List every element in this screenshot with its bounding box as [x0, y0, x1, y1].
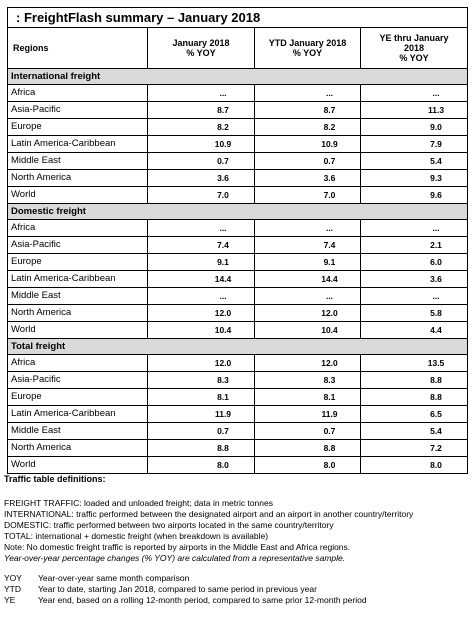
region-cell: World: [8, 187, 148, 204]
ytd-value-cell: [255, 170, 361, 187]
region-cell: Africa: [8, 355, 148, 372]
ytd-value-cell: [255, 457, 361, 474]
month-value-cell: [148, 406, 255, 423]
definition-line: TOTAL: international + domestic freight (when breakdown is available): [4, 531, 269, 541]
ye-value: 8.0: [430, 460, 442, 470]
month-value: 3.6: [217, 173, 229, 183]
table-row: [8, 136, 468, 153]
table-row: [8, 355, 468, 372]
ytd-value: 8.8: [323, 443, 336, 453]
month-value: 8.1: [217, 392, 229, 402]
table-row: [8, 170, 468, 187]
month-value-cell: [148, 254, 255, 271]
month-value: 14.4: [214, 274, 232, 284]
ytd-value-cell: [255, 237, 361, 254]
summary-table-container: [7, 7, 467, 474]
ye-value-cell: [361, 457, 468, 474]
ye-value: 9.3: [430, 173, 442, 183]
ye-value: 8.8: [430, 375, 442, 385]
ytd-value-cell: [255, 355, 361, 372]
month-value-cell: [148, 102, 255, 119]
table-title: : FreightFlash summary – January 2018: [8, 8, 468, 28]
month-value-cell: [148, 457, 255, 474]
table-row: [8, 237, 468, 254]
ye-value: 8.8: [430, 392, 442, 402]
table-row: [8, 119, 468, 136]
month-value: 12.0: [214, 308, 232, 318]
ye-value-cell: [361, 237, 468, 254]
ye-value-cell: [361, 254, 468, 271]
table-row: [8, 288, 468, 305]
region-cell: Europe: [8, 254, 148, 271]
abbreviation-item: [4, 595, 470, 606]
ytd-value: 3.6: [323, 173, 336, 183]
month-value-cell: [148, 119, 255, 136]
ye-value: 6.0: [430, 257, 442, 267]
region-cell: World: [8, 457, 148, 474]
month-value: 7.0: [217, 190, 229, 200]
ytd-value: 8.7: [323, 105, 336, 115]
month-value-cell: [148, 237, 255, 254]
month-value: 8.2: [217, 122, 229, 132]
month-value-cell: [148, 305, 255, 322]
ye-value-cell: [361, 423, 468, 440]
ye-value-cell: [361, 271, 468, 288]
ye-value-cell: [361, 85, 468, 102]
regions-header: Regions: [8, 28, 148, 69]
ye-value: 13.5: [427, 358, 445, 368]
region-cell: Asia-Pacific: [8, 237, 148, 254]
ytd-value-cell: [255, 406, 361, 423]
section-header-row: [8, 69, 468, 85]
ye-value-cell: [361, 372, 468, 389]
ye-value: ...: [432, 291, 440, 301]
abbreviation-value: Year end, based on a rolling 12-month period, compared to same prior 12-month period: [38, 595, 367, 605]
month-yoy-header: [148, 28, 255, 69]
ytd-header-line: % YOY: [292, 48, 323, 58]
section-title: Domestic freight: [8, 204, 468, 220]
ye-value: ...: [432, 88, 440, 98]
ye-value: 5.4: [430, 156, 442, 166]
ytd-value: ...: [325, 88, 334, 98]
month-value-cell: [148, 322, 255, 339]
month-value-cell: [148, 423, 255, 440]
ye-value-cell: [361, 406, 468, 423]
month-value: 8.0: [217, 460, 229, 470]
ytd-value: ...: [325, 291, 334, 301]
region-cell: Asia-Pacific: [8, 372, 148, 389]
region-cell: Europe: [8, 119, 148, 136]
table-row: [8, 305, 468, 322]
month-value: 9.1: [217, 257, 229, 267]
ytd-value: 8.2: [323, 122, 336, 132]
ye-value-cell: [361, 389, 468, 406]
column-header-row: [8, 28, 468, 69]
abbreviation-value: Year-over-year same month comparison: [38, 573, 190, 583]
ye-value-cell: [361, 288, 468, 305]
definition-line: Note: No domestic freight traffic is reported by airports in the Middle East and Africa regions.: [4, 542, 351, 552]
table-row: [8, 102, 468, 119]
ye-header-line: 2018: [404, 43, 425, 53]
ye-value: 4.4: [430, 325, 442, 335]
month-value-cell: [148, 85, 255, 102]
region-cell: Latin America-Caribbean: [8, 406, 148, 423]
ye-value: 7.9: [430, 139, 442, 149]
month-value: 10.4: [214, 325, 232, 335]
ytd-value: 8.3: [323, 375, 336, 385]
ytd-value-cell: [255, 423, 361, 440]
ytd-value: 7.0: [323, 190, 336, 200]
month-value-cell: [148, 187, 255, 204]
region-cell: Middle East: [8, 423, 148, 440]
ye-value-cell: [361, 322, 468, 339]
ytd-value-cell: [255, 187, 361, 204]
ytd-value: 12.0: [321, 358, 338, 368]
month-value-cell: [148, 389, 255, 406]
definition-line: DOMESTIC: traffic performed between two airports located in the same country/territory: [4, 520, 334, 530]
region-cell: Africa: [8, 85, 148, 102]
abbreviation-key: YTD: [4, 584, 21, 594]
month-value: 0.7: [217, 156, 229, 166]
ytd-value: 0.7: [323, 156, 336, 166]
ye-value-cell: [361, 220, 468, 237]
section-header-row: [8, 204, 468, 220]
definition-line: INTERNATIONAL: traffic performed between the designated airport and an airport in another country/territory: [4, 509, 414, 519]
ye-value-cell: [361, 153, 468, 170]
ytd-value-cell: [255, 372, 361, 389]
ye-value: 6.5: [430, 409, 442, 419]
ye-value-cell: [361, 187, 468, 204]
table-row: [8, 440, 468, 457]
ye-value: 5.8: [430, 308, 442, 318]
ytd-value-cell: [255, 322, 361, 339]
month-value: 8.7: [217, 105, 229, 115]
month-value-cell: [148, 440, 255, 457]
ytd-value: 0.7: [323, 426, 336, 436]
month-value: ...: [219, 223, 227, 233]
month-value-cell: [148, 288, 255, 305]
month-value-cell: [148, 170, 255, 187]
ye-header-line: YE thru January: [379, 33, 449, 43]
table-row: [8, 406, 468, 423]
region-cell: Europe: [8, 389, 148, 406]
region-cell: Middle East: [8, 153, 148, 170]
ytd-value-cell: [255, 288, 361, 305]
ytd-value-cell: [255, 153, 361, 170]
ytd-value-cell: [255, 389, 361, 406]
region-cell: Africa: [8, 220, 148, 237]
ytd-header-line: YTD January 2018: [268, 38, 347, 48]
freight-summary-table: [7, 7, 468, 474]
month-value-cell: [148, 220, 255, 237]
month-value: 0.7: [217, 426, 229, 436]
month-value-cell: [148, 153, 255, 170]
ye-header-line: % YOY: [399, 53, 429, 63]
ytd-value: 12.0: [321, 308, 338, 318]
abbreviation-key: YE: [4, 595, 16, 605]
ye-value-cell: [361, 119, 468, 136]
ye-value: 9.0: [430, 122, 442, 132]
ytd-value: 10.9: [321, 139, 338, 149]
ye-value: ...: [432, 223, 440, 233]
abbreviation-item: [4, 573, 470, 584]
ytd-value-cell: [255, 136, 361, 153]
region-cell: North America: [8, 170, 148, 187]
definition-line: FREIGHT TRAFFIC: loaded and unloaded freight; data in metric tonnes: [4, 498, 273, 508]
definitions-heading: Traffic table definitions:: [4, 474, 106, 484]
table-title-row: [8, 8, 468, 28]
region-cell: Middle East: [8, 288, 148, 305]
ytd-value: 8.0: [323, 460, 336, 470]
table-row: [8, 254, 468, 271]
ytd-value-cell: [255, 440, 361, 457]
abbreviation-item: [4, 584, 470, 595]
table-row: [8, 153, 468, 170]
ytd-value-cell: [255, 220, 361, 237]
ytd-value: 11.9: [321, 409, 338, 419]
ye-value: 3.6: [430, 274, 442, 284]
ytd-value: 8.1: [323, 392, 336, 402]
ytd-value: 10.4: [321, 325, 338, 335]
ye-value-cell: [361, 102, 468, 119]
month-value-cell: [148, 355, 255, 372]
ye-value-cell: [361, 136, 468, 153]
month-value-cell: [148, 136, 255, 153]
ytd-value-cell: [255, 305, 361, 322]
table-row: [8, 271, 468, 288]
table-row: [8, 187, 468, 204]
month-value: 7.4: [217, 240, 229, 250]
table-row: [8, 85, 468, 102]
table-row: [8, 423, 468, 440]
section-title: International freight: [8, 69, 468, 85]
ye-value: 7.2: [430, 443, 442, 453]
ytd-value-cell: [255, 85, 361, 102]
region-cell: Asia-Pacific: [8, 102, 148, 119]
month-value: 8.8: [217, 443, 229, 453]
region-cell: North America: [8, 305, 148, 322]
region-cell: World: [8, 322, 148, 339]
ye-value-cell: [361, 305, 468, 322]
table-body: [8, 69, 468, 474]
ytd-value: 14.4: [321, 274, 338, 284]
ye-value-cell: [361, 170, 468, 187]
month-value: ...: [219, 291, 227, 301]
month-header-line: January 2018: [172, 38, 230, 48]
definitions-block: [4, 474, 470, 606]
table-row: [8, 372, 468, 389]
ytd-value-cell: [255, 119, 361, 136]
month-header-line: % YOY: [186, 48, 216, 58]
ytd-value-cell: [255, 254, 361, 271]
ytd-yoy-header: [255, 28, 361, 69]
month-value-cell: [148, 372, 255, 389]
section-title: Total freight: [8, 339, 468, 355]
month-value: ...: [219, 88, 227, 98]
ytd-value: 7.4: [323, 240, 336, 250]
abbreviation-list: [4, 573, 470, 606]
ytd-value-cell: [255, 102, 361, 119]
month-value: 11.9: [214, 409, 232, 419]
region-cell: Latin America-Caribbean: [8, 271, 148, 288]
ye-yoy-header: [361, 28, 468, 69]
sample-note: Year-over-year percentage changes (% YOY) are calculated from a representative sample.: [4, 553, 346, 563]
table-row: [8, 322, 468, 339]
ye-value: 9.6: [430, 190, 442, 200]
region-cell: North America: [8, 440, 148, 457]
region-cell: Latin America-Caribbean: [8, 136, 148, 153]
ye-value: 11.3: [427, 105, 445, 115]
section-header-row: [8, 339, 468, 355]
month-value-cell: [148, 271, 255, 288]
ye-value: 2.1: [430, 240, 442, 250]
ytd-value: 9.1: [323, 257, 336, 267]
abbreviation-value: Year to date, starting Jan 2018, compared to same period in previous year: [38, 584, 317, 594]
ye-value-cell: [361, 440, 468, 457]
month-value: 12.0: [214, 358, 232, 368]
abbreviation-key: YOY: [4, 573, 22, 583]
month-value: 10.9: [214, 139, 232, 149]
ye-value-cell: [361, 355, 468, 372]
ye-value: 5.4: [430, 426, 442, 436]
table-row: [8, 220, 468, 237]
ytd-value: ...: [325, 223, 334, 233]
table-row: [8, 457, 468, 474]
ytd-value-cell: [255, 271, 361, 288]
table-row: [8, 389, 468, 406]
month-value: 8.3: [217, 375, 229, 385]
